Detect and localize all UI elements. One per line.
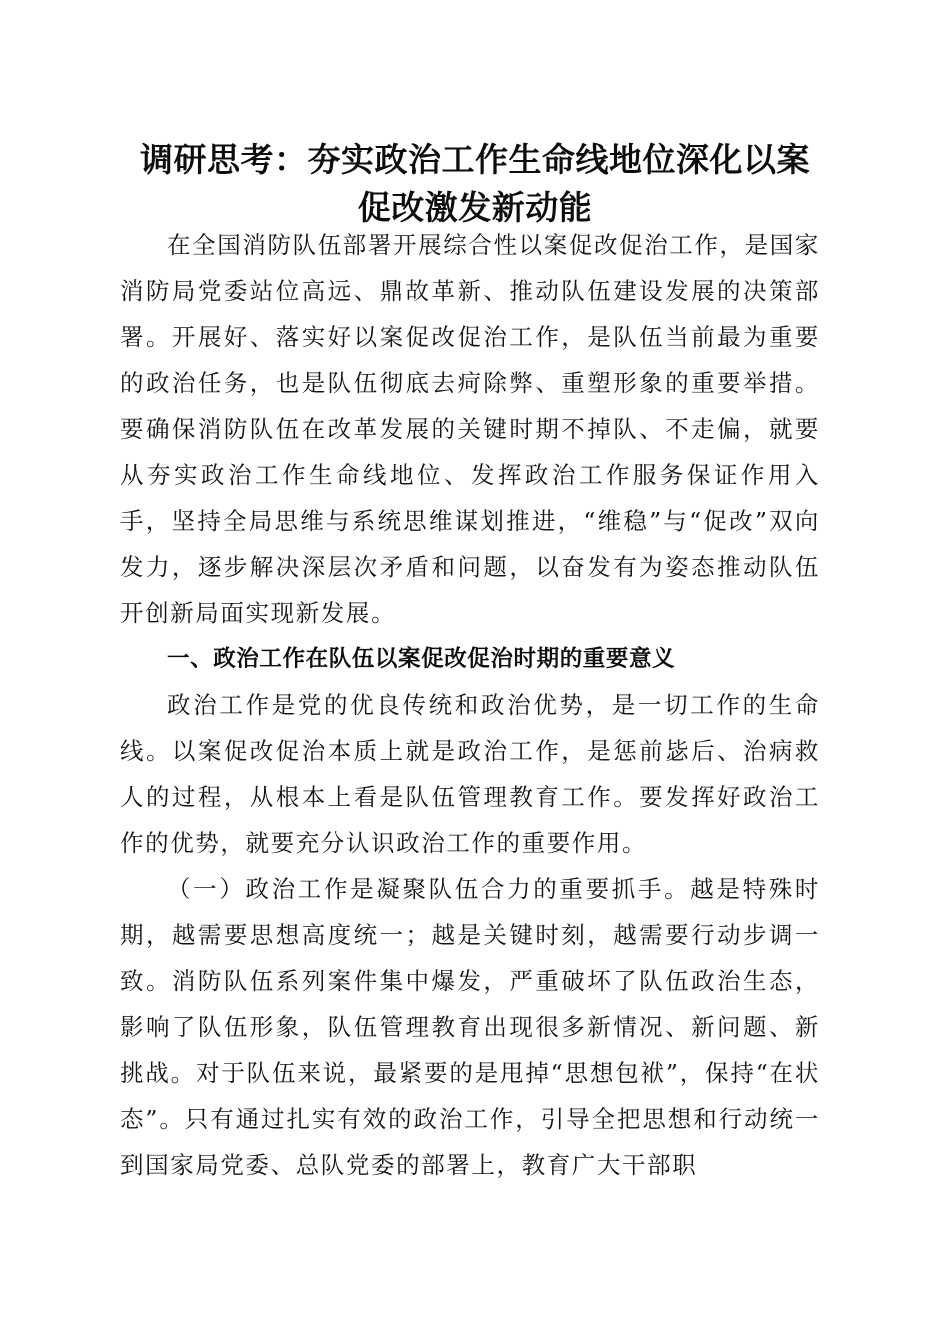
title-line-2: 促改激发新动能 <box>357 188 593 227</box>
title-line-1: 调研思考：夯实政治工作生命线地位深化以案 <box>140 140 810 179</box>
document-title <box>100 136 850 232</box>
subsection-1-paragraph: （一）政治工作是凝聚队伍合力的重要抓手。越是特殊时期，越需要思想高度统一；越是关键时刻，越需要行动步调一致。消防队伍系列案件集中爆发，严重破坏了队伍政治生态，影响了队伍形象，队伍管理教育出现很多新情况、新问题、新挑战。对于队伍来说，最紧要的是甩掉“思想包袱”，保持“在状态”。只有通过扎实有效的政治工作，引导全把思想和行动统一到国家局党委、总队党委的部署上，教育广大干部职 <box>120 875 820 1179</box>
section-heading-1: 一、政治工作在队伍以案促改促治时期的重要意义 <box>167 646 676 672</box>
document-body <box>120 222 820 1188</box>
intro-paragraph: 在全国消防队伍部署开展综合性以案促改促治工作，是国家消防局党委站位高远、鼎故革新、推动队伍建设发展的决策部署。开展好、落实好以案促改促治工作，是队伍当前最为重要的政治任务，也是队伍彻底去疴除弊、重塑形象的重要举措。要确保消防队伍在改革发展的关键时期不掉队、不走偏，就要从夯实政治工作生命线地位、发挥政治工作服务保证作用入手，坚持全局思维与系统思维谋划推进，“维稳”与“促改”双向发力，逐步解决深层次矛盾和问题，以奋发有为姿态推动队伍开创新局面实现新发展。 <box>120 231 820 627</box>
section-1-paragraph: 政治工作是党的优良传统和政治优势，是一切工作的生命线。以案促改促治本质上就是政治工作，是惩前毖后、治病救人的过程，从根本上看是队伍管理教育工作。要发挥好政治工作的优势，就要充分认识政治工作的重要作用。 <box>120 691 820 857</box>
